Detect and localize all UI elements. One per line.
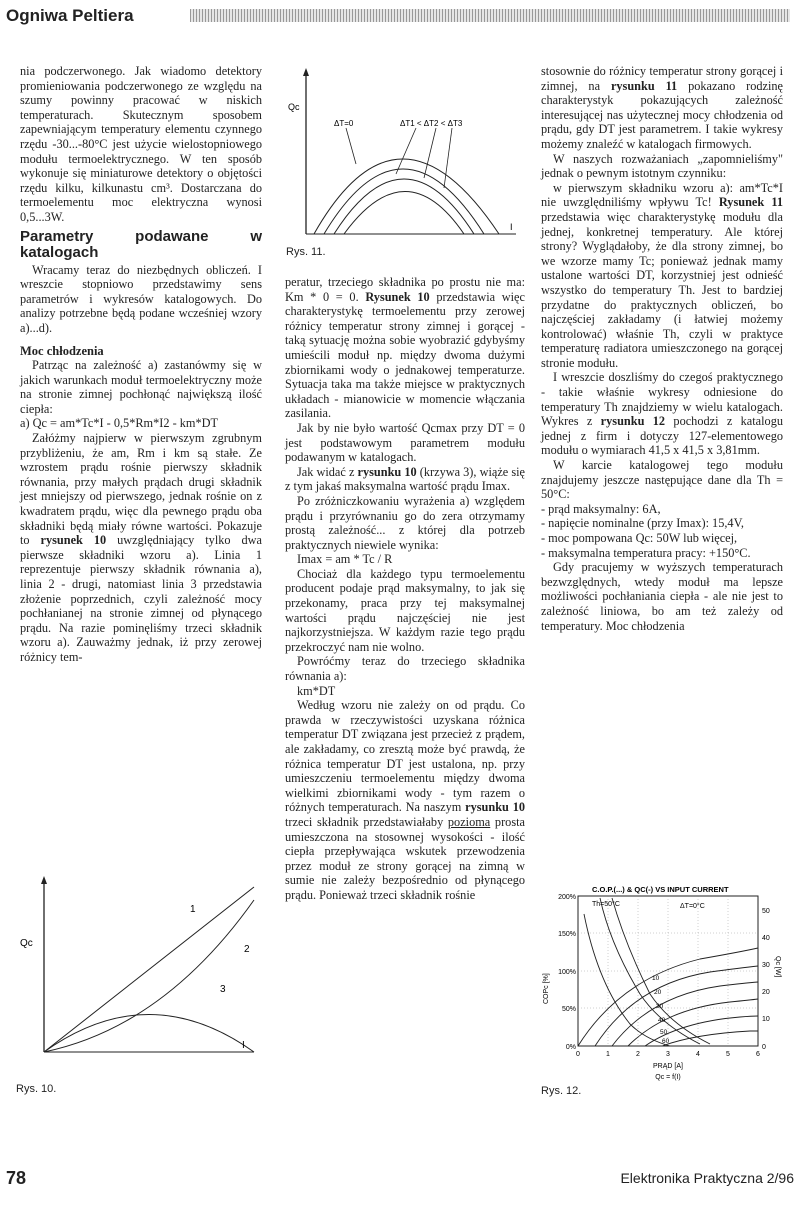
y-axis-label: Qc bbox=[288, 102, 300, 112]
x-tick: 2 bbox=[636, 1051, 640, 1058]
figure-reference: rysunek 10 bbox=[40, 533, 107, 548]
paragraph: Po zróżniczkowaniu wyrażenia a) względem prądu i przyrównaniu go do zera otrzymamy prostą zależność... z której dla potrzeb praktycznych niewiele wynika: bbox=[285, 493, 525, 552]
x-tick: 4 bbox=[696, 1051, 700, 1058]
figure-reference: rysunku 10 bbox=[465, 800, 525, 815]
right-tick: 0 bbox=[762, 1044, 766, 1051]
subheading: Moc chłodzenia bbox=[20, 343, 104, 358]
figure-10 bbox=[14, 872, 264, 1062]
right-tick: 50 bbox=[762, 908, 770, 915]
figure-reference: rysunku 10 bbox=[357, 464, 417, 479]
list-item: - moc pompowana Qc: 50W lub więcej, bbox=[541, 531, 738, 545]
right-tick: 20 bbox=[762, 989, 770, 996]
x-axis-label: I bbox=[510, 222, 513, 232]
paragraph: I wreszcie doszliśmy do czegoś praktycznego - takie właśnie wykresy odniesione do temperatury Th znajdziemy w wielu katalogach. Wykres z rysunku 12 pochodzi z katalogu jednej z firm i dotyczy 127-elementowego modułu o wymiarach 41,5 x 41,5 x 3,81mm. bbox=[541, 370, 784, 458]
figure-reference: rysunku 12 bbox=[600, 414, 666, 429]
figure-11 bbox=[284, 64, 524, 244]
left-tick: 0% bbox=[565, 1044, 576, 1051]
paragraph: Gdy pracujemy w wyższych temperaturach bezwzględnych, wtedy moduł ma lepsze możliwości pochłaniania ciepła - ale nie jest to zależność liniowa, bo am też zależy od temperatury. Moc chłodzenia bbox=[541, 560, 783, 633]
chart-subtitle: Qc = f(I) bbox=[655, 1074, 681, 1081]
paragraph: stosownie do różnicy temperatur strony gorącej i zimnej, na rysunku 11 pokazano rodzinę charakterystyk pokazujących zależność interesującej nas użytecznej mocy chłodzenia od prądu, gdy DT jest parametrem. I takie wykresy możemy znaleźć w katalogach firmowych. bbox=[541, 64, 783, 151]
curve-label-60: 60 bbox=[662, 1038, 670, 1045]
x-tick: 3 bbox=[666, 1051, 670, 1058]
journal-name: Elektronika Praktyczna 2/96 bbox=[620, 1170, 794, 1186]
x-tick: 6 bbox=[756, 1051, 760, 1058]
x-tick: 5 bbox=[726, 1051, 730, 1058]
figure-12 bbox=[540, 884, 802, 1084]
figure-reference: Rysunek 11 bbox=[718, 195, 783, 210]
curve-3 bbox=[44, 1015, 254, 1053]
header-decorative-band bbox=[190, 9, 790, 22]
x-tick: 1 bbox=[606, 1051, 610, 1058]
list-item: - prąd maksymalny: 6A, bbox=[541, 501, 661, 516]
curve-1 bbox=[44, 887, 254, 1052]
formula: km*DT bbox=[297, 683, 336, 698]
left-tick: 50% bbox=[561, 1006, 576, 1013]
paragraph: w pierwszym składniku wzoru a): am*Tc*I nie uwzględniliśmy wpływu Tc! Rysunek 11 przedstawia więc charakterystykę modułu dla jednej, konkretnej temperatury. Ale której strony? Wyglądałoby, że dla strony zimnej, bo we wzorze mamy Tc; ponieważ jednak mamy ustalone wartości DT, korzystniej jest odnieść wszystko do temperatury Th. Jest to bardziej przydatne do praktycznych obliczeń, bo najczęściej zakładamy (i łatwiej możemy kontrolować) właśnie Th, czyli w praktyce temperaturę radiatora umieszczonego na gorącej stronie modułu. bbox=[541, 180, 783, 370]
right-tick: 40 bbox=[762, 935, 770, 942]
list-item: - maksymalna temperatura pracy: +150°C. bbox=[541, 545, 751, 560]
figure-11-caption: Rys. 11. bbox=[286, 246, 326, 258]
paragraph: Powróćmy teraz do trzeciego składnika równania a): bbox=[285, 654, 525, 684]
paragraph: Załóżmy najpierw w pierwszym zgrubnym przybliżeniu, że am, Rm i km są stałe. Ze wzrostem prądu rośnie pierwszy składnik równania, przy małych prądach drugi składnik jest mniejszy od pierwszego, jednak rośnie on z kwadratem prądu, więc dla pewnego prądu oba składniki będą miały równe wartości. Pokazuje to rysunek 10 uwzględniający tylko dwa pierwsze składniki wzoru a). Linia 1 reprezentuje pierwszy składnik równania a), linia 2 - drugi, natomiast linia 3 przedstawia złożenie poprzednich, czyli zależność mocy pochłanianej na stronie zimnej od płynącego prądu. Na razie pominęliśmy trzeci składnik wzoru a). Zauważmy jednak, iż przy zerowej różnicy tem- bbox=[20, 431, 262, 664]
figure-10-caption: Rys. 10. bbox=[16, 1083, 57, 1095]
figure-reference: rysunku 11 bbox=[610, 78, 678, 93]
curve-label-10: 10 bbox=[652, 975, 660, 982]
left-tick: 100% bbox=[558, 969, 576, 976]
x-tick: 0 bbox=[576, 1051, 580, 1058]
figure-reference: Rysunek 10 bbox=[365, 289, 430, 304]
dt-sequence-label: ΔT1 < ΔT2 < ΔT3 bbox=[400, 119, 463, 128]
section-heading: Parametry podawane w katalogach bbox=[20, 227, 262, 261]
curve-3-label: 3 bbox=[220, 984, 226, 995]
paragraph: W karcie katalogowej tego modułu znajdujemy jeszcze następujące dane dla Th = 50°C: bbox=[541, 458, 783, 502]
curve-2-label: 2 bbox=[244, 944, 250, 955]
right-tick: 30 bbox=[762, 962, 770, 969]
right-tick: 10 bbox=[762, 1016, 770, 1023]
column-2 bbox=[285, 275, 525, 903]
x-axis-label: PRĄD [A] bbox=[653, 1063, 683, 1070]
paragraph: Jak by nie było wartość Qcmax przy DT = 0 jest podstawowym parametrem modułu podawanym w katalogach. bbox=[285, 420, 525, 465]
x-axis-label: I bbox=[242, 1040, 245, 1051]
column-1 bbox=[20, 64, 262, 665]
curve-label-50: 50 bbox=[660, 1029, 668, 1036]
right-axis-label: Qc [W] bbox=[774, 956, 781, 978]
page-number: 78 bbox=[6, 1168, 27, 1188]
paragraph: Jak widać z rysunku 10 (krzywa 3), wiąże się z tym jakaś maksymalna wartość prądu Imax. bbox=[285, 464, 526, 494]
left-axis-label: COPc [%] bbox=[543, 973, 550, 1004]
y-axis-label: Qc bbox=[20, 938, 33, 949]
left-tick: 150% bbox=[558, 931, 576, 938]
paragraph: Patrząc na zależność a) zastanówmy się w jakich warunkach moduł termoelektryczny może na stronie zimnej pochłonąć największą ilość ciepła: bbox=[20, 358, 262, 416]
paragraph: peratur, trzeciego składnika po prostu nie ma: Km * 0 = 0. Rysunek 10 przedstawia więc charakterystykę termoelementu przy zerowej różnicy temperatur strony zimnej i gorącej - taką sytuację można sobie wyobrazić gdybyśmy umieścili moduł np. między dwoma dużymi zbiornikami wody o jednakowej temperaturze. Sytuacja taka ma także miejsce w praktycznych układach - mianowicie w momencie włączania zasilania. bbox=[285, 275, 525, 421]
spec-list bbox=[541, 502, 783, 560]
paragraph: W naszych rozważaniach „zapomnieliśmy" jednak o pewnym istotnym czynniku: bbox=[541, 151, 783, 181]
curve-2 bbox=[44, 900, 254, 1052]
formula: Imax = am * Tc / R bbox=[297, 552, 393, 567]
figure-12-caption: Rys. 12. bbox=[541, 1085, 582, 1097]
dt0-label: ΔT=0°C bbox=[680, 903, 705, 910]
running-header-title: Ogniwa Peltiera bbox=[6, 6, 134, 25]
curve-1-label: 1 bbox=[190, 904, 196, 915]
chart-title: C.O.P.(...) & QC(-) VS INPUT CURRENT bbox=[592, 885, 729, 894]
formula: a) Qc = am*Tc*I - 0,5*Rm*I2 - km*DT bbox=[20, 416, 218, 431]
curve-label-40: 40 bbox=[658, 1017, 666, 1024]
left-tick: 200% bbox=[558, 894, 576, 901]
paragraph: nia podczerwonego. Jak wiadomo detektory promieniowania podczerwonego ze względu na szumy powinny pracować w niskich temperaturach. Skutecznym sposobem zapewniającym temperatury elementu czynnego rzędu -30...-80°C jest użycie wielostopniowego modułu termoelektrycznego. W ten sposób wykonuje się miniaturowe detektory o objętości rzędu kilku, kilkunastu cm³. Dostarczana do termoelementu moc elektryczna wynosi 0,5...3W. bbox=[20, 64, 262, 224]
list-item: - napięcie nominalne (przy Imax): 15,4V, bbox=[541, 516, 744, 531]
column-3 bbox=[541, 64, 783, 633]
dt0-label: ΔT=0 bbox=[334, 119, 354, 128]
paragraph: Według wzoru nie zależy on od prądu. Co prawda w rzeczywistości uzyskana różnica temperatur DT związana jest przecież z prądem, ale zakładamy, co zresztą może być prawdą, że różnica temperatur DT jest ustalona, np. przy umieszczeniu termoelementu między dwoma wielkimi zbiornikami wody - tym razem o różnych temperaturach. Na naszym rysunku 10 trzeci składnik przedstawiałaby pozioma prosta umieszczona na stosownej wysokości - ilość ciepła przepływająca wskutek przewodzenia przez moduł ze strony gorącej na zimną w sumie nie zależy bezpośrednio od płynącego prądu. Ponieważ trzeci składnik rośnie bbox=[285, 698, 525, 902]
th-label: Th=50°C bbox=[592, 901, 620, 908]
curve-label-20: 20 bbox=[654, 989, 662, 996]
paragraph: Chociaż dla każdego typu termoelementu producent podaje prąd maksymalny, to jak się przekonamy, praca przy tej maksymalnej wartości prądu najczęściej nie jest najkorzystniejsza. W każdym razie tego prądu przekroczyć nam nie wolno. bbox=[285, 566, 525, 654]
curve-label-30: 30 bbox=[656, 1003, 664, 1010]
paragraph: Wracamy teraz do niezbędnych obliczeń. I wreszcie stopniowo przedstawimy sens parametrów i wykresów katalogowych. Do analizy potrzebne będą podane wcześniej wzory a)...d). bbox=[20, 262, 262, 335]
